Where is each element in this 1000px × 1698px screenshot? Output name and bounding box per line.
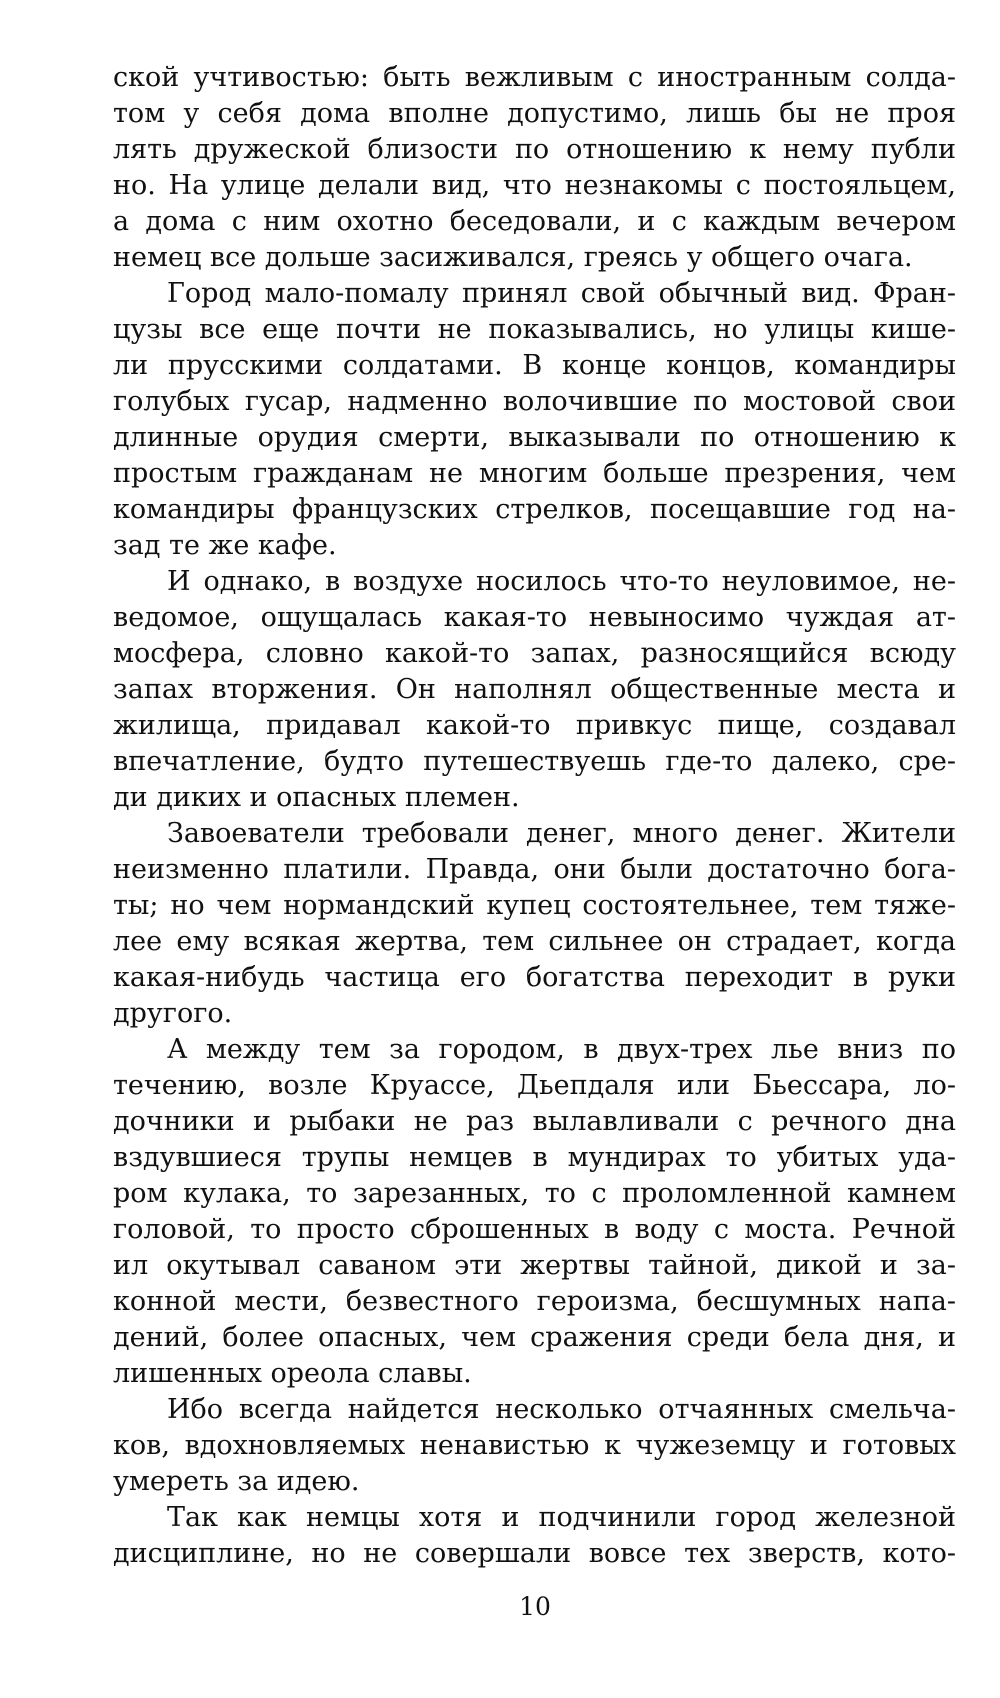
paragraph	[113, 1500, 956, 1572]
text-line: мосфера, словно какой-то запах, разносящийся всюду	[113, 638, 956, 669]
text-line: И однако, в воздухе носилось что-то неуловимое, не-	[167, 566, 956, 597]
text-line: цузы все еще почти не показывались, но улицы кише-	[113, 314, 956, 345]
text-line: простым гражданам не многим больше презрения, чем	[113, 458, 956, 489]
text-line: течению, возле Круассе, Дьепдаля или Бьессара, ло-	[113, 1070, 956, 1101]
paragraph	[113, 276, 956, 564]
paragraph	[113, 1032, 956, 1392]
text-line: ил окутывал саваном эти жертвы тайной, дикой и за-	[113, 1250, 956, 1281]
page-number: 10	[519, 1592, 551, 1621]
text-line: зад те же кафе.	[113, 530, 337, 561]
text-line: лять дружеской близости по отношению к нему публи	[113, 134, 956, 165]
text-line: но. На улице делали вид, что незнакомы с постояльцем,	[113, 170, 956, 201]
body-text	[113, 60, 956, 1572]
text-line: дочники и рыбаки не раз вылавливали с речного дна	[113, 1106, 956, 1137]
text-line: том у себя дома вполне допустимо, лишь бы не проя	[113, 98, 956, 129]
text-line: дений, более опасных, чем сражения среди бела дня, и	[113, 1322, 956, 1353]
text-line: Завоеватели требовали денег, много денег. Жители	[167, 818, 956, 849]
paragraph	[113, 816, 956, 1032]
text-line: Ибо всегда найдется несколько отчаянных смельча-	[167, 1394, 956, 1425]
text-line: дисциплине, но не совершали вовсе тех зверств, кото-	[113, 1538, 956, 1569]
text-line: впечатление, будто путешествуешь где-то далеко, сре-	[113, 746, 956, 777]
text-line: ков, вдохновляемых ненавистью к чужеземцу и готовых	[113, 1430, 956, 1461]
text-line: лее ему всякая жертва, тем сильнее он страдает, когда	[113, 926, 956, 957]
text-line: головой, то просто сброшенных в воду с моста. Речной	[113, 1214, 956, 1245]
paragraph	[113, 1392, 956, 1500]
text-line: ведомое, ощущалась какая-то невыносимо чуждая ат-	[113, 602, 956, 633]
text-line: Так как немцы хотя и подчинили город железной	[167, 1502, 956, 1533]
text-line: ли прусскими солдатами. В конце концов, командиры	[113, 350, 956, 381]
text-line: а дома с ним охотно беседовали, и с каждым вечером	[113, 206, 956, 237]
text-line: командиры французских стрелков, посещавшие год на-	[113, 494, 956, 525]
text-line: умереть за идею.	[113, 1466, 360, 1497]
text-line: ром кулака, то зарезанных, то с проломленной камнем	[113, 1178, 956, 1209]
text-line: ди диких и опасных племен.	[113, 782, 520, 813]
text-line: лишенных ореола славы.	[113, 1358, 472, 1389]
text-line: запах вторжения. Он наполнял общественные места и	[113, 674, 956, 705]
text-line: Город мало-помалу принял свой обычный вид. Фран-	[167, 278, 956, 309]
text-line: неизменно платили. Правда, они были достаточно бога-	[113, 854, 956, 885]
text-line: другого.	[113, 998, 233, 1029]
text-line: А между тем за городом, в двух-трех лье вниз по	[167, 1034, 956, 1065]
text-line: конной мести, безвестного героизма, бесшумных напа-	[113, 1286, 956, 1317]
text-line: немец все дольше засиживался, греясь у общего очага.	[113, 242, 913, 273]
text-line: жилища, придавал какой-то привкус пище, создавал	[113, 710, 956, 741]
paragraph	[113, 564, 956, 816]
text-line: вздувшиеся трупы немцев в мундирах то убитых уда-	[113, 1142, 956, 1173]
paragraph	[113, 60, 956, 276]
text-line: голубых гусар, надменно волочившие по мостовой свои	[113, 386, 956, 417]
text-line: ты; но чем нормандский купец состоятельнее, тем тяже-	[113, 890, 956, 921]
text-line: ской учтивостью: быть вежливым с иностранным солда-	[113, 62, 956, 93]
text-line: длинные орудия смерти, выказывали по отношению к	[113, 422, 956, 453]
text-line: какая-нибудь частица его богатства переходит в руки	[113, 962, 956, 993]
